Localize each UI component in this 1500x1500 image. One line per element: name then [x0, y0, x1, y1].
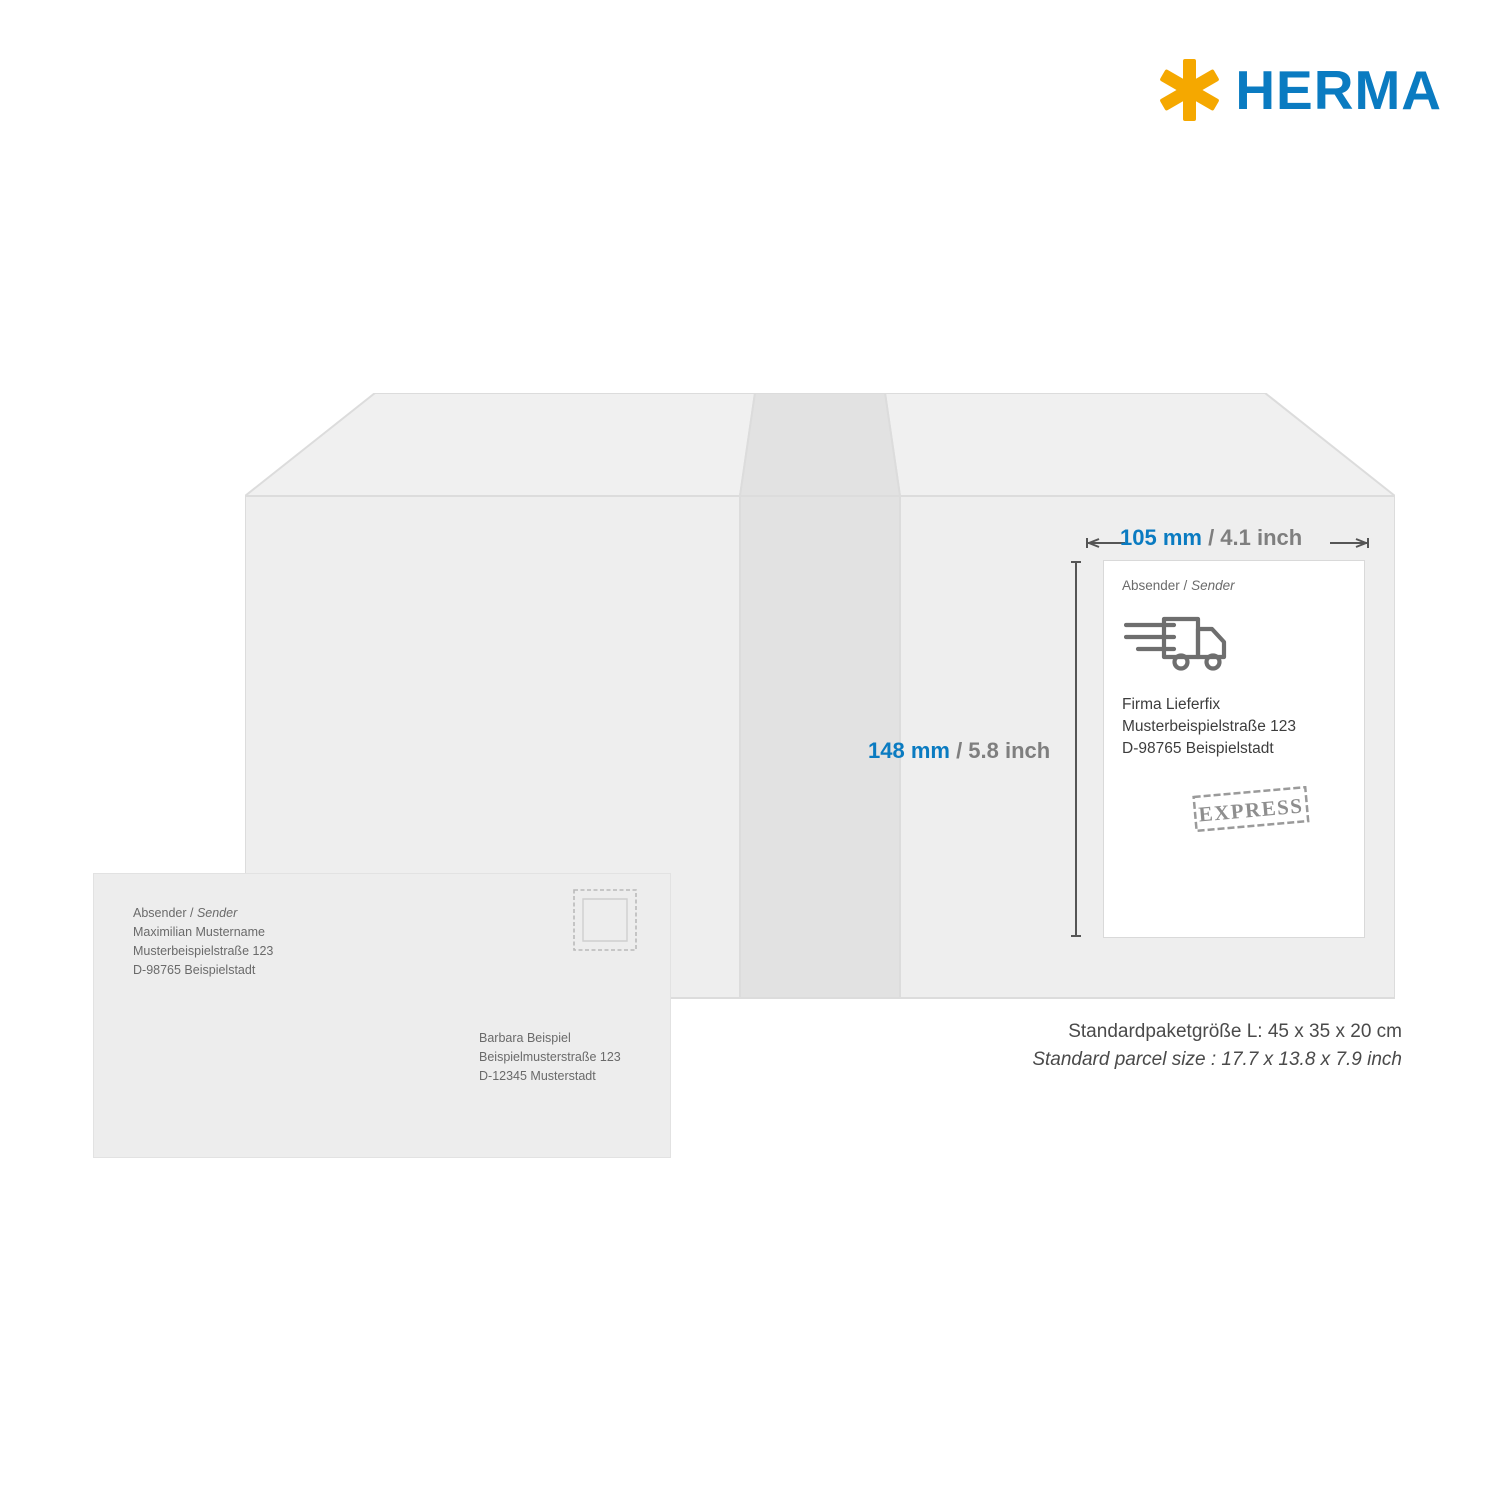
sender-de: Absender	[1122, 578, 1180, 593]
width-imperial: 4.1 inch	[1220, 525, 1303, 550]
envelope-illustration	[93, 873, 671, 1158]
height-metric: 148 mm	[868, 738, 950, 763]
height-dimension-label	[868, 738, 1050, 764]
herma-logo	[1157, 58, 1442, 122]
width-dimension-label	[1120, 525, 1302, 551]
sender-en: Sender	[1191, 578, 1235, 593]
parcel-size-caption	[1032, 1018, 1402, 1073]
caption-line-en: Standard parcel size : 17.7 x 13.8 x 7.9 inch	[1032, 1048, 1402, 1070]
shipping-label-address	[1122, 694, 1346, 760]
envelope-recipient-line-3: D-12345 Musterstadt	[479, 1069, 596, 1083]
sender-separator: /	[1179, 578, 1192, 593]
envelope-sender-block	[133, 904, 273, 980]
envelope-sender-line-2: Musterbeispielstraße 123	[133, 944, 274, 958]
address-line-2: Musterbeispielstraße 123	[1122, 718, 1297, 735]
express-stamp-text: EXPRESS	[1197, 793, 1305, 827]
brand-name: HERMA	[1235, 58, 1442, 121]
asterisk-icon	[1157, 58, 1221, 122]
shipping-label	[1103, 560, 1365, 938]
envelope-recipient-line-2: Beispielmusterstraße 123	[479, 1050, 621, 1064]
width-separator: /	[1201, 525, 1221, 550]
width-metric: 105 mm	[1120, 525, 1202, 550]
address-line-1: Firma Lieferfix	[1122, 696, 1221, 713]
postage-stamp-icon	[570, 886, 640, 954]
delivery-truck-icon	[1124, 615, 1346, 678]
envelope-sender-en: Sender	[196, 906, 238, 920]
shipping-label-sender-heading	[1122, 578, 1346, 593]
envelope-sender-line-1: Maximilian Mustername	[133, 925, 265, 939]
envelope-sender-separator: /	[186, 906, 197, 920]
envelope-recipient-line-1: Barbara Beispiel	[479, 1031, 571, 1045]
height-separator: /	[949, 738, 969, 763]
express-stamp	[1192, 786, 1310, 834]
address-line-3: D-98765 Beispielstadt	[1122, 740, 1274, 757]
envelope-sender-de: Absender	[133, 906, 187, 920]
envelope-recipient-block	[479, 1029, 621, 1086]
height-imperial: 5.8 inch	[968, 738, 1051, 763]
envelope-sender-line-3: D-98765 Beispielstadt	[133, 963, 256, 977]
envelope-sender-heading	[133, 904, 273, 923]
height-dimension-arrow	[1070, 560, 1082, 938]
caption-line-de: Standardpaketgröße L: 45 x 35 x 20 cm	[1068, 1021, 1402, 1042]
